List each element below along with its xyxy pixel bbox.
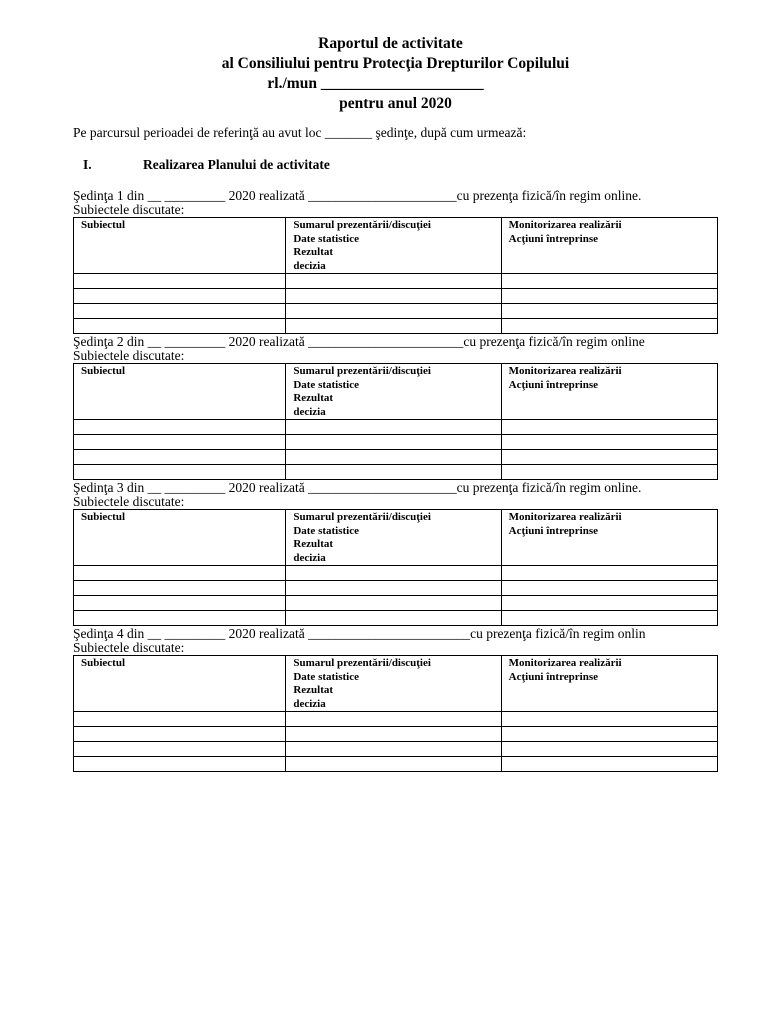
table-row: [74, 274, 718, 289]
title-line-2: al Consiliului pentru Protecţia Drepturilor Copilului: [221, 55, 570, 72]
header-monitoring: Monitorizarea realizării Acţiuni întreprinse: [501, 364, 717, 420]
report-title: [73, 34, 718, 114]
section-number: I.: [83, 157, 92, 172]
header-subject: Subiectul: [74, 510, 286, 566]
table-cell[interactable]: [286, 611, 501, 626]
table-cell[interactable]: [286, 757, 501, 772]
table-cell[interactable]: [74, 742, 286, 757]
table-header-row: [74, 364, 718, 420]
table-cell[interactable]: [286, 319, 501, 334]
table-row: [74, 319, 718, 334]
table-cell[interactable]: [286, 420, 501, 435]
table-row: [74, 611, 718, 626]
table-row: [74, 727, 718, 742]
subjects-label: Subiectele discutate:: [73, 202, 185, 217]
table-cell[interactable]: [74, 304, 286, 319]
table-cell[interactable]: [501, 319, 717, 334]
table-cell[interactable]: [286, 566, 501, 581]
title-line-3: rl./mun _____________________: [267, 75, 484, 92]
subjects-label: Subiectele discutate:: [73, 348, 185, 363]
table-cell[interactable]: [501, 420, 717, 435]
table-cell[interactable]: [501, 289, 717, 304]
subjects-label: Subiectele discutate:: [73, 494, 185, 509]
table-row: [74, 450, 718, 465]
meeting-table: [73, 509, 718, 626]
table-cell[interactable]: [74, 420, 286, 435]
meeting-block-4: [73, 626, 718, 772]
table-cell[interactable]: [286, 465, 501, 480]
document-page: [73, 34, 718, 772]
table-row: [74, 596, 718, 611]
meeting-line: Şedinţa 2 din __ _________ 2020 realizată _______________________cu prezenţa fizică/în regim online: [73, 334, 645, 349]
table-cell[interactable]: [74, 566, 286, 581]
table-cell[interactable]: [286, 596, 501, 611]
meetings-list: [73, 188, 718, 772]
table-cell[interactable]: [74, 289, 286, 304]
table-cell[interactable]: [74, 596, 286, 611]
table-cell[interactable]: [501, 712, 717, 727]
table-header-row: [74, 656, 718, 712]
table-cell[interactable]: [501, 465, 717, 480]
meeting-block-1: [73, 188, 718, 334]
table-cell[interactable]: [286, 581, 501, 596]
meeting-table: [73, 217, 718, 334]
meeting-block-2: [73, 334, 718, 480]
header-monitoring: Monitorizarea realizării Acţiuni întreprinse: [501, 218, 717, 274]
table-cell[interactable]: [74, 712, 286, 727]
header-monitoring: Monitorizarea realizării Acţiuni întreprinse: [501, 510, 717, 566]
table-cell[interactable]: [286, 289, 501, 304]
title-line-4: pentru anul 2020: [339, 95, 452, 112]
table-cell[interactable]: [501, 435, 717, 450]
table-row: [74, 304, 718, 319]
table-cell[interactable]: [286, 304, 501, 319]
table-cell[interactable]: [286, 450, 501, 465]
table-row: [74, 581, 718, 596]
table-header-row: [74, 510, 718, 566]
table-cell[interactable]: [74, 450, 286, 465]
meeting-table: [73, 363, 718, 480]
table-cell[interactable]: [74, 435, 286, 450]
table-cell[interactable]: [501, 742, 717, 757]
table-row: [74, 712, 718, 727]
table-cell[interactable]: [501, 304, 717, 319]
meeting-table: [73, 655, 718, 772]
table-cell[interactable]: [286, 727, 501, 742]
header-summary: Sumarul prezentării/discuţiei Date statistice Rezultat decizia: [286, 510, 501, 566]
table-cell[interactable]: [286, 435, 501, 450]
table-row: [74, 566, 718, 581]
title-line-1: Raportul de activitate: [318, 35, 463, 52]
table-cell[interactable]: [74, 727, 286, 742]
meeting-block-3: [73, 480, 718, 626]
table-cell[interactable]: [286, 742, 501, 757]
table-cell[interactable]: [74, 274, 286, 289]
header-subject: Subiectul: [74, 656, 286, 712]
meeting-line: Şedinţa 4 din __ _________ 2020 realizată ________________________cu prezenţa fizică/în regim onlin: [73, 626, 646, 641]
table-row: [74, 742, 718, 757]
table-cell[interactable]: [501, 274, 717, 289]
table-row: [74, 757, 718, 772]
table-row: [74, 435, 718, 450]
table-cell[interactable]: [74, 465, 286, 480]
table-cell[interactable]: [74, 757, 286, 772]
meeting-line: Şedinţa 3 din __ _________ 2020 realizată ______________________cu prezenţa fizică/în regim online.: [73, 480, 642, 495]
header-subject: Subiectul: [74, 218, 286, 274]
meeting-line: Şedinţa 1 din __ _________ 2020 realizată ______________________cu prezenţa fizică/în regim online.: [73, 188, 642, 203]
table-row: [74, 289, 718, 304]
table-cell[interactable]: [501, 757, 717, 772]
header-subject: Subiectul: [74, 364, 286, 420]
table-row: [74, 465, 718, 480]
table-cell[interactable]: [74, 581, 286, 596]
subjects-label: Subiectele discutate:: [73, 640, 185, 655]
table-cell[interactable]: [286, 712, 501, 727]
section-title: Realizarea Planului de activitate: [143, 157, 330, 172]
table-cell[interactable]: [74, 611, 286, 626]
section-heading: [73, 156, 718, 174]
table-header-row: [74, 218, 718, 274]
header-summary: Sumarul prezentării/discuţiei Date statistice Rezultat decizia: [286, 364, 501, 420]
table-cell[interactable]: [501, 596, 717, 611]
header-monitoring: Monitorizarea realizării Acţiuni întreprinse: [501, 656, 717, 712]
header-summary: Sumarul prezentării/discuţiei Date statistice Rezultat decizia: [286, 656, 501, 712]
table-cell[interactable]: [286, 274, 501, 289]
intro-paragraph: Pe parcursul perioadei de referinţă au avut loc _______ şedinţe, după cum urmează:: [73, 125, 527, 140]
table-cell[interactable]: [74, 319, 286, 334]
table-cell[interactable]: [501, 581, 717, 596]
table-cell[interactable]: [501, 611, 717, 626]
table-row: [74, 420, 718, 435]
table-cell[interactable]: [501, 566, 717, 581]
table-cell[interactable]: [501, 450, 717, 465]
header-summary: Sumarul prezentării/discuţiei Date statistice Rezultat decizia: [286, 218, 501, 274]
table-cell[interactable]: [501, 727, 717, 742]
